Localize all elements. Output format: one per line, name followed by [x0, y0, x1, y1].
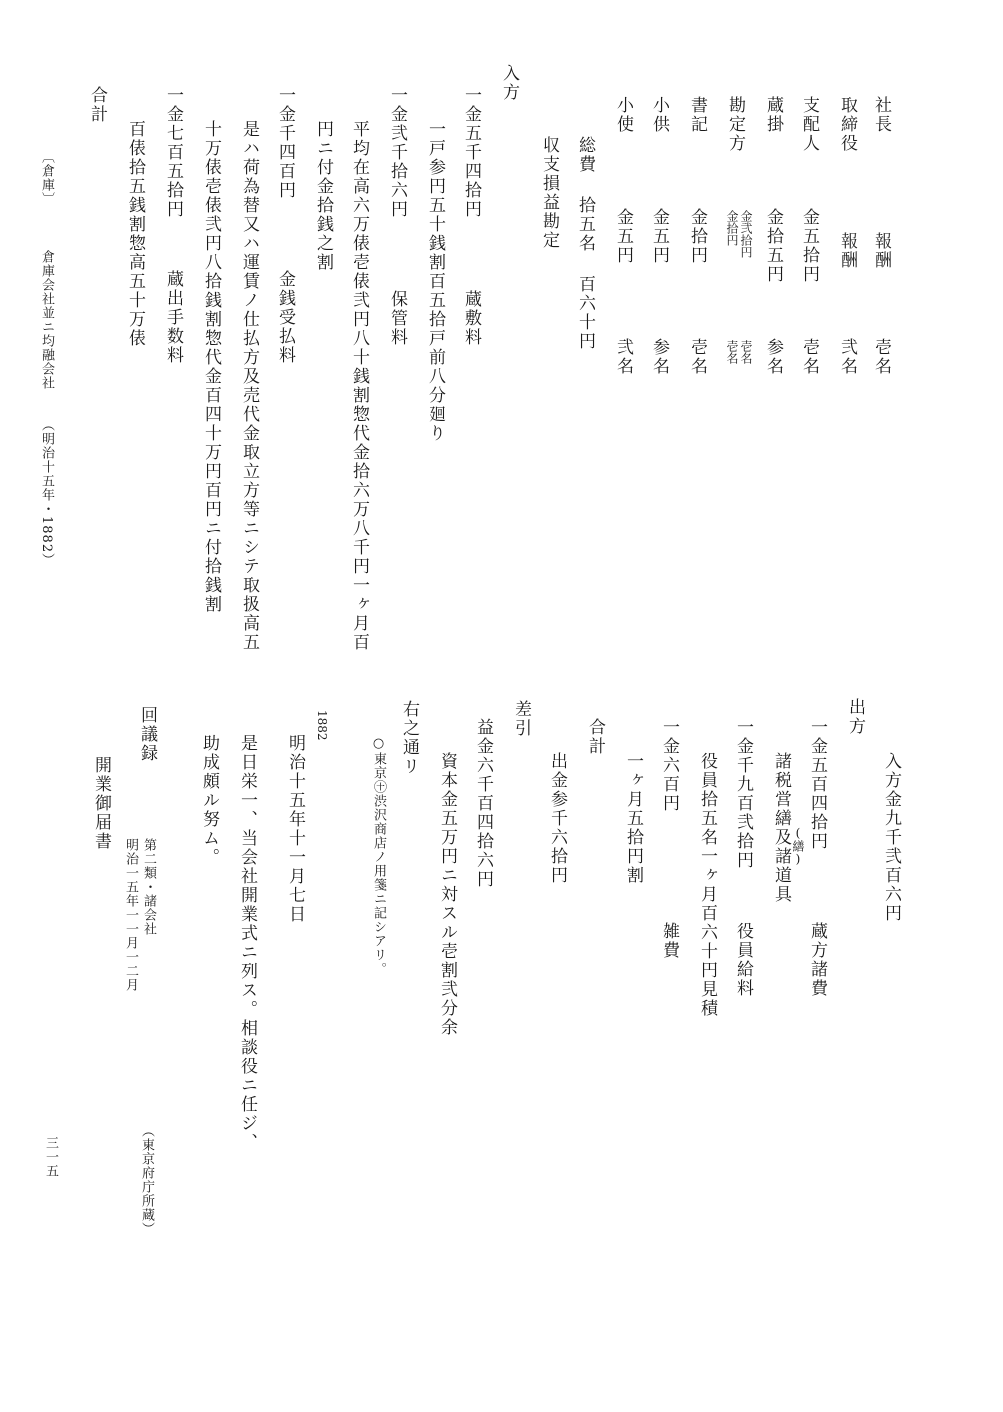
- staff-count-accounting-b: 壱名: [725, 340, 739, 364]
- expense-detail-salary: 役員拾五名一ヶ月百六十円見積: [697, 752, 717, 1018]
- income-label-custody: 保管料: [387, 290, 407, 347]
- staff-role-warehouse: 蔵掛: [763, 96, 783, 134]
- staff-count-manager: 壱名: [799, 338, 819, 376]
- expense-detail-note: (繕): [791, 826, 805, 866]
- footer-bracket: 〔倉庫〕: [39, 150, 54, 206]
- doc-title: 回議録: [137, 706, 157, 763]
- profit: 益金六千百四拾六円: [473, 718, 493, 889]
- expense-total: 出金参千六拾円: [547, 752, 567, 885]
- staff-count-accounting-a: 壱名: [739, 340, 753, 364]
- income-label-money: 金銭受払料: [275, 270, 295, 365]
- income-detail-storage: 一戸参円五十銭割百五拾戸前八分廻り: [425, 120, 445, 443]
- archive-note: （東京府庁所蔵）: [139, 1124, 154, 1236]
- expense-label-warehouse: 蔵方諸費: [807, 922, 827, 998]
- expense-amount-misc: 一金六百円: [659, 718, 679, 813]
- staff-role-errand: 小使: [613, 96, 633, 134]
- lower-income-total: 入方金九千弐百六円: [881, 752, 901, 923]
- section-title: 収支損益勘定: [539, 136, 559, 250]
- staff-count-president: 壱名: [871, 338, 891, 376]
- staff-count-errand: 弐名: [613, 338, 633, 376]
- staff-count-directors: 弐名: [837, 338, 857, 376]
- income-label-release: 蔵出手数料: [163, 270, 183, 365]
- income-detail-release: 百俵拾五銭割惣高五十万俵: [125, 120, 145, 348]
- expense-amount-salary: 一金千九百弐拾円: [733, 718, 753, 870]
- income-detail-custody-1: 平均在高六万俵壱俵弐円八十銭割惣代金拾六万八千円一ヶ月百: [349, 120, 369, 652]
- entry-text: 是日栄一、当会社開業式ニ列ス。相談役ニ任ジ、: [237, 734, 257, 1152]
- income-detail-custody-2: 円ニ付金拾銭之割: [313, 120, 333, 272]
- expense-heading: 出方: [845, 698, 865, 736]
- income-heading: 入方: [499, 64, 519, 102]
- expense-label-misc: 雑費: [659, 922, 679, 960]
- staff-role-directors: 取締役: [837, 96, 857, 153]
- income-detail-money-2: 十万俵壱俵弐円八拾銭割惣代金百四十万円百円ニ付拾銭割: [201, 120, 221, 614]
- staff-pay-accounting-b: 金拾円: [725, 210, 739, 246]
- staff-pay-directors: 報酬: [837, 232, 857, 270]
- staff-count-boys: 参名: [649, 338, 669, 376]
- expense-label-salary: 役員給料: [733, 922, 753, 998]
- income-label-storage: 蔵敷料: [461, 290, 481, 347]
- staff-count-warehouse: 参名: [763, 338, 783, 376]
- income-detail-money-1: 是ハ荷為替又ハ運賃ノ仕払方及売代金取立方等ニシテ取扱高五: [239, 120, 259, 652]
- expense-total-label: 合計: [585, 718, 605, 756]
- year-ad: 1882: [315, 710, 329, 741]
- expense-detail-misc: 一ヶ月五拾円割: [623, 752, 643, 885]
- staff-pay-clerk: 金拾円: [687, 208, 707, 265]
- staff-role-president: 社長: [871, 96, 891, 134]
- staff-pay-president: 報酬: [871, 232, 891, 270]
- footer-company: 倉庫会社並ニ均融会社: [39, 250, 54, 390]
- income-amount-storage: 一金五千四拾円: [461, 86, 481, 219]
- staff-pay-manager: 金五拾円: [799, 208, 819, 284]
- income-amount-money: 一金千四百円: [275, 86, 295, 200]
- doc-subject: 開業御届書: [91, 756, 111, 851]
- staff-role-clerk: 書記: [687, 96, 707, 134]
- closing-remark: 右之通リ: [399, 700, 419, 776]
- doc-class: 第二類・諸会社: [141, 838, 156, 936]
- staff-count-clerk: 壱名: [687, 338, 707, 376]
- page-number: 三一五: [43, 1136, 58, 1178]
- entry-text-2: 助成頗ル努ム。: [199, 734, 219, 867]
- footer-era: （明治十五年・1882）: [39, 418, 54, 568]
- balance-label: 差引: [511, 700, 531, 738]
- income-total-label: 合計: [87, 86, 107, 124]
- staff-pay-warehouse: 金拾五円: [763, 208, 783, 284]
- staff-pay-boys: 金五円: [649, 208, 669, 265]
- staff-role-manager: 支配人: [799, 96, 819, 153]
- staff-total: 総費 拾五名 百六十円: [575, 136, 595, 351]
- expense-detail-warehouse: 諸税営繕及諸道具: [771, 752, 791, 904]
- entry-date: 明治十五年十一月七日: [285, 734, 305, 924]
- expense-amount-warehouse: 一金五百四拾円: [807, 718, 827, 851]
- income-amount-custody: 一金弐千拾六円: [387, 86, 407, 219]
- income-amount-release: 一金七百五拾円: [163, 86, 183, 219]
- staff-role-boys: 小供: [649, 96, 669, 134]
- staff-role-accounting: 勘定方: [725, 96, 745, 153]
- doc-date: 明治一五年一一月一二月: [123, 838, 138, 992]
- staff-pay-accounting-a: 金弐拾円: [739, 210, 753, 258]
- staff-pay-errand: 金五円: [613, 208, 633, 265]
- source-note: ○東京㊉渋沢商店ノ用箋ニ記シアリ。: [371, 736, 386, 976]
- profit-detail: 資本金五万円ニ対スル壱割弐分余: [437, 752, 457, 1037]
